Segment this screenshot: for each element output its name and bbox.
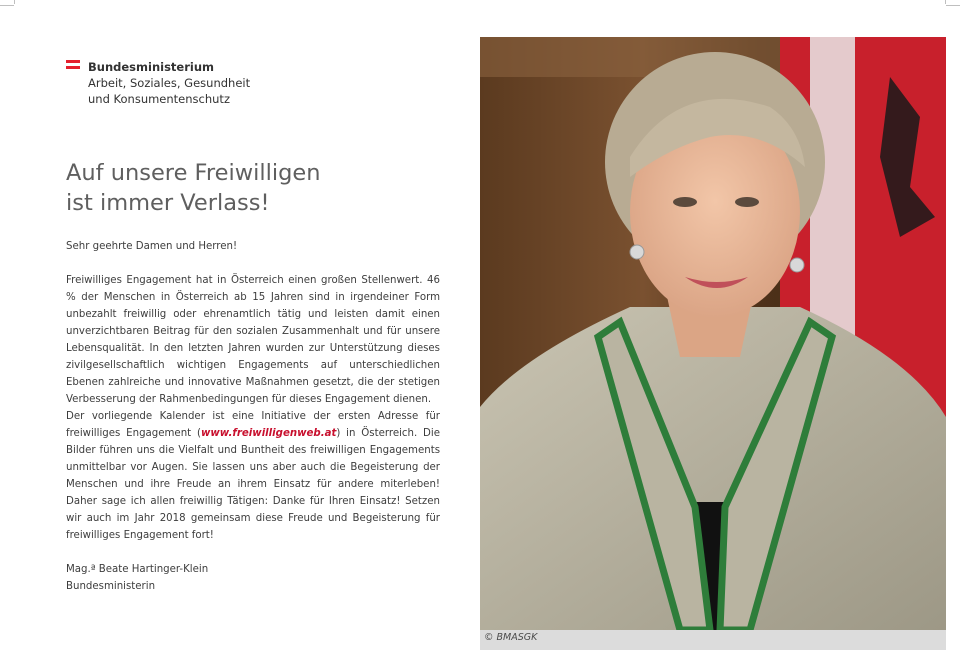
crop-mark bbox=[945, 0, 946, 4]
freiwilligenweb-link[interactable]: www.freiwilligenweb.at bbox=[200, 428, 337, 439]
austria-flag-icon bbox=[66, 60, 80, 69]
crop-mark bbox=[0, 5, 14, 6]
crop-mark bbox=[946, 5, 960, 6]
crop-mark bbox=[14, 0, 15, 4]
ministry-name bbox=[88, 59, 328, 107]
page-title-line2: ist immer Verlass! bbox=[66, 190, 270, 216]
signature-title: Bundesministerin bbox=[66, 581, 156, 592]
paragraph-2-start: Der vorliegende Kalender ist eine Initiative der ersten Adresse für freiwilliges Engagement ( bbox=[66, 411, 440, 439]
paragraph-1: Freiwilliges Engagement hat in Österreich einen großen Stellenwert. 46 % der Menschen in Österreich ab 15 Jahren sind in irgendeiner Form unbezahlt freiwillig oder ehrenamtlich tätig und leisten damit einen unverzichtbaren Beitrag für den sozialen Zusammenhalt und für unsere Lebensqualität. In den letzten Jahren wurden zur Unterstützung dieses zivilgesellschaftlich wichtigen Engagements auf unterschiedlichen Ebenen zahlreiche und innovative Maßnahmen gesetzt, die der stetigen Verbesserung der Rahmenbedingungen für dieses Engagement dienen. bbox=[66, 275, 440, 405]
photo-caption-bar bbox=[480, 630, 946, 650]
page-title-line1: Auf unsere Freiwilligen bbox=[66, 160, 321, 186]
ministry-name-line1: Bundesministerium bbox=[88, 60, 214, 74]
paragraph-2-end: ) in Österreich. Die Bilder führen uns die Vielfalt und Buntheit des freiwilligen Engagements unmittelbar vor Augen. Sie lassen uns aber auch die Begeisterung der Menschen und ihre Freude an ihrem Einsatz für andere miterleben! Daher sage ich allen freiwillig Tätigen: Danke für Ihren Einsatz! Setzen wir auch im Jahr 2018 gemeinsam diese Freude und Begeisterung für freiwilliges Engagement fort! bbox=[66, 428, 440, 541]
letter-body bbox=[66, 238, 440, 595]
signature-name: Mag.ª Beate Hartinger-Klein bbox=[66, 564, 209, 575]
ministry-name-line2: Arbeit, Soziales, Gesundheit bbox=[88, 76, 251, 90]
page-title bbox=[66, 158, 466, 218]
ministry-name-line3: und Konsumentenschutz bbox=[88, 92, 230, 106]
paragraph-2 bbox=[66, 408, 440, 544]
portrait-photo bbox=[480, 37, 946, 630]
photo-credit: © BMASGK bbox=[484, 632, 538, 643]
salutation: Sehr geehrte Damen und Herren! bbox=[66, 241, 238, 252]
